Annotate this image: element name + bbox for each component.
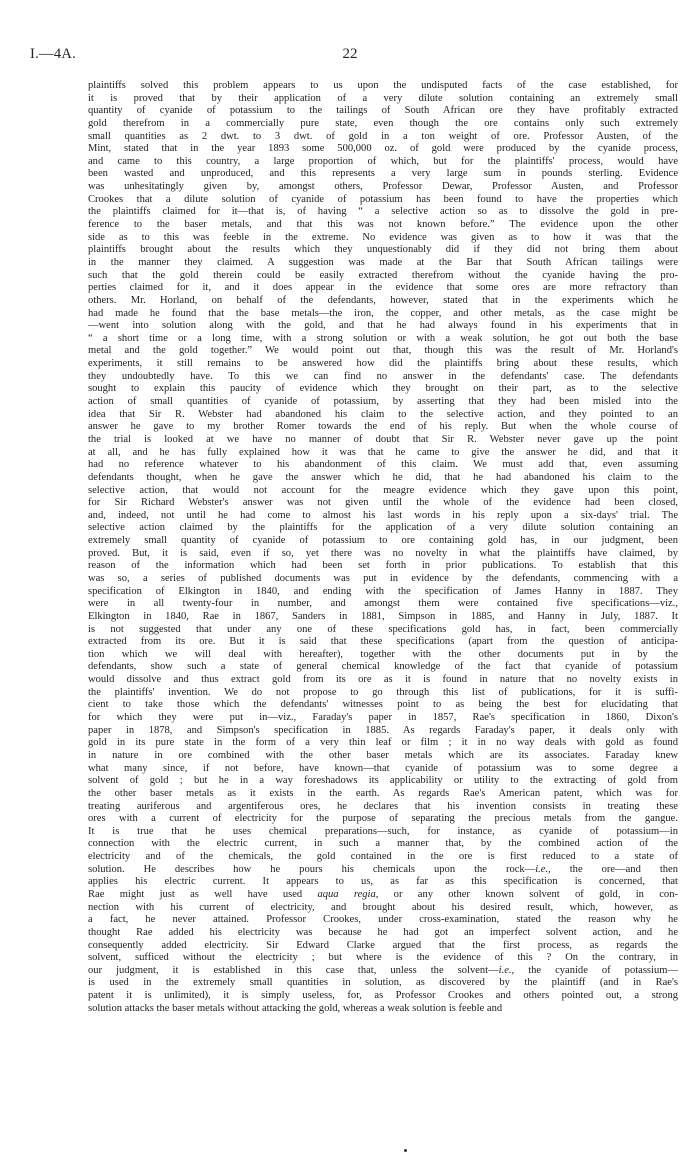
text-line: proved. But, it is said, even if so, yet there was no novelty in what the plaintiffs have claimed, by	[88, 547, 678, 559]
body-text	[88, 80, 678, 1015]
text-line: selective action claimed by the plaintiffs for the application of a very dilute solution containing an	[88, 522, 678, 534]
text-line: were in all twenty-four in number, and amongst them were contained five specifications—viz.,	[88, 598, 678, 610]
text-line: thought Rae added his electricity was because he had got an imperfect solvent action, and he	[88, 926, 678, 938]
text-line: solvent, sufficed without the electricity ; but where is the evidence of this ? On the contrary, in	[88, 952, 678, 964]
text-line: they undoubtedly have. To this we can find no answer in the defendants' case. The defendants	[88, 370, 678, 382]
text-line: defendants, show such a state of general chemical knowledge of the fact that cyanide of potassium	[88, 661, 678, 673]
text-line: is not suggested that under any one of these specifications gold has, in fact, been commercially	[88, 623, 678, 635]
text-line: patent it is unlimited), it is simply useless, for, as Professor Crookes and others pointed out, a strong	[88, 990, 678, 1002]
text-line: specification of Elkington in 1840, and ending with the specification of James Hanny in 1887. They	[88, 585, 678, 597]
text-line: extremely small quantity of cyanide of potassium to ore containing gold has, in our judgment, been	[88, 535, 678, 547]
text-line: idea that Sir R. Webster had abandoned his claim to the selective action, and they pointed to an	[88, 408, 678, 420]
text-line: gold in its pure state in the form of a very thin leaf or film ; it in no way deals with gold as found	[88, 737, 678, 749]
text-line: Rae might just as well have used aqua regia, or any other known solvent of gold, in con-	[88, 889, 678, 900]
text-line: selective action, that would not account for the meagre evidence which they gave upon this point,	[88, 484, 678, 496]
text-line: was unhesitatingly given by, amongst others, Professor Dewar, Professor Austen, and Professor	[88, 181, 678, 193]
text-line: small quantities as 2 dwt. to 3 dwt. of gold in a ton weight of ore. Professor Austen, of the	[88, 130, 678, 142]
text-line: such that the gold therein could be easily extracted therefrom without the cyanide having the pro-	[88, 269, 678, 281]
page-header	[30, 46, 670, 66]
page-number: 22	[342, 46, 358, 62]
text-line: the plaintiffs claimed for it—that is, of having “ a selective action so as to dissolve the gold in pre-	[88, 206, 678, 218]
text-line: would dissolve and thus extract gold from its ore as it is found in nature that no novelty exists in	[88, 674, 678, 686]
text-line: reason of the information which had been set forth in prior publications. To establish that this	[88, 560, 678, 572]
text-line: for Sir Richard Webster's answer was not given until the whole of the evidence had been closed,	[88, 497, 678, 509]
text-line: answer he gave to my brother Romer towards the end of his reply. But when the whole course of	[88, 421, 678, 433]
text-line: ference to the baser metals, and that this was not known before.” The evidence upon the other	[88, 219, 678, 231]
text-line: Crookes that a dilute solution of cyanide of potassium has been found to have the properties which	[88, 193, 678, 205]
text-line: solution. He describes how he pours his chemicals upon the rock—i.e., the ore—and then	[88, 863, 678, 875]
text-line: for which they were put in—viz., Faraday's paper in 1857, Rae's specification in 1860, Dixon's	[88, 712, 678, 724]
text-line: the other baser metals as it exists in the earth. As regards Rae's American patent, which was for	[88, 787, 678, 799]
text-line: action of small quantities of cyanide of potassium, by asserting that they had been misled into the	[88, 396, 678, 408]
text-line: ores with a current of electricity for the purpose of separating the precious metals from the gangue.	[88, 813, 678, 825]
text-line: solution attacks the baser metals without attacking the gold, whereas a weak solution is feeble and	[88, 1002, 503, 1014]
text-line: plaintiffs solved this problem appears to us upon the undisputed facts of the case established, for	[88, 80, 678, 91]
text-line: nection with his current of electricity, and brought about his desired result, which, however, as	[88, 901, 678, 913]
text-line: had no reference whatever to his abandonment of this claim. We must add that, even assuming	[88, 459, 678, 471]
text-line: consequently added electricity. Sir Edward Clarke argued that the first process, as regards the	[88, 939, 678, 951]
text-line: is used in the extremely small quantities in solution, as discovered by the plaintiff (and in Rae's	[88, 977, 678, 989]
text-line: been wasted and unproduced, and this represents a very large sum in pounds sterling. Evidence	[88, 168, 678, 180]
text-line: treating auriferous and argentiferous ores, he declares that his invention consists in treating these	[88, 800, 678, 812]
text-line: side as to this was feeble in the extreme. No evidence was given as to how it was that the	[88, 231, 678, 243]
text-line: connection with the electric current, in such a manner that, by the combined action of the	[88, 838, 678, 850]
text-line: our judgment, it is established in this case that, unless the solvent—i.e., the cyanide of potassium—	[88, 964, 678, 976]
text-line: the trial is looked at we have no manner of doubt that Sir R. Webster never gave up the point	[88, 433, 678, 445]
text-line: Elkington in 1840, Rae in 1867, Sanders in 1881, Simpson in 1885, and Hanny in July, 1887. It	[88, 610, 678, 622]
text-line: a fact, he never attained. Professor Crookes, under cross-examination, stated the reason why he	[88, 914, 678, 926]
text-line: —went into solution along with the gold, and that he had always found in his experiments that in	[88, 320, 678, 332]
text-line: cient to take those which the defendants' witnesses point to as being the best for elucidating that	[88, 699, 678, 711]
text-line: experiments, it still remains to be answered how did the plaintiffs bring about these results, which	[88, 358, 678, 370]
page-speck	[404, 1149, 407, 1152]
text-line: Mint, stated that in the year 1893 some 500,000 oz. of gold were produced by the cyanide process,	[88, 143, 678, 155]
text-line: what many since, if not before, have known—that cyanide of potassium was to some degree a	[88, 762, 678, 774]
text-line: tion which we will deal with hereafter), together with the other documents put in by the	[88, 648, 678, 660]
text-line: solvent of gold ; but he in a way foreshadows its applicability or utility to the extracting of gold from	[88, 775, 678, 787]
text-line: It is true that he uses chemical preparations—such, for instance, as cyanide of potassium—in	[88, 825, 678, 837]
text-line: sought to explain this paucity of evidence which they brought on their part, as to the selective	[88, 383, 678, 395]
document-code: I.—4A.	[30, 46, 77, 62]
text-line: it is proved that by their application of a very dilute solution containing an extremely small	[88, 92, 678, 104]
text-line: and came to this country, a large proportion of which, but for the plaintiffs' process, would have	[88, 155, 678, 167]
text-line: was so, a series of published documents was put in evidence by the defendants, commencing with a	[88, 572, 678, 584]
text-line: defendants thought, when he gave the answer which he did, that he had abandoned his claim to the	[88, 471, 678, 483]
text-line: others. Mr. Horland, on behalf of the defendants, however, stated that in the experiments which he	[88, 294, 678, 306]
text-line: applies his electric current. It appears to us, as far as this specification is concerned, that	[88, 876, 678, 888]
text-line: extracted from its ore. But it is said that these specifications (apart from the question of anticipa-	[88, 636, 678, 648]
text-line: and, indeed, not until he had come to almost his last words in his reply upon a six-days' trial. The	[88, 509, 678, 521]
text-line: paper in 1878, and Simpson's specification in 1885. As regards Faraday's paper, it deals only with	[88, 724, 678, 736]
text-line: gold therefrom in a commercially pure state, even though the ore contains only such extremely	[88, 117, 678, 129]
text-line: perties claimed for it, and it does appear in the evidence that some ores are more refractory than	[88, 282, 678, 294]
text-line: in the manner they claimed. A suggestion was made at the Bar that South African tailings were	[88, 256, 678, 268]
text-line: had made he found that the base metals—the iron, the copper, and other metals, as the case might be	[88, 307, 678, 319]
text-line: plaintiffs brought about the results which they unquestionably did if they did not bring them about	[88, 244, 678, 256]
text-line: at all, and he has fully explained how it was that he came to give the answer he did, and that it	[88, 446, 678, 458]
text-line: “ a short time or a long time, with a strong solution or with a weak solution, he got out both the base	[88, 332, 678, 344]
text-line: in nature in ore combined with the other baser metals which are its associates. Faraday knew	[88, 749, 678, 761]
text-line: the plaintiffs' invention. We do not propose to go through this list of publications, for it is suffi-	[88, 686, 678, 698]
text-line: metal and the gold together.” We would point out that, though this was the result of Mr. Horland's	[88, 345, 678, 357]
text-line: electricity and of the chemicals, the gold contained in the ore is first reduced to a state of	[88, 851, 678, 863]
text-line: quantity of cyanide of potassium to the tailings of South African ore they have profitably extracted	[88, 105, 678, 117]
